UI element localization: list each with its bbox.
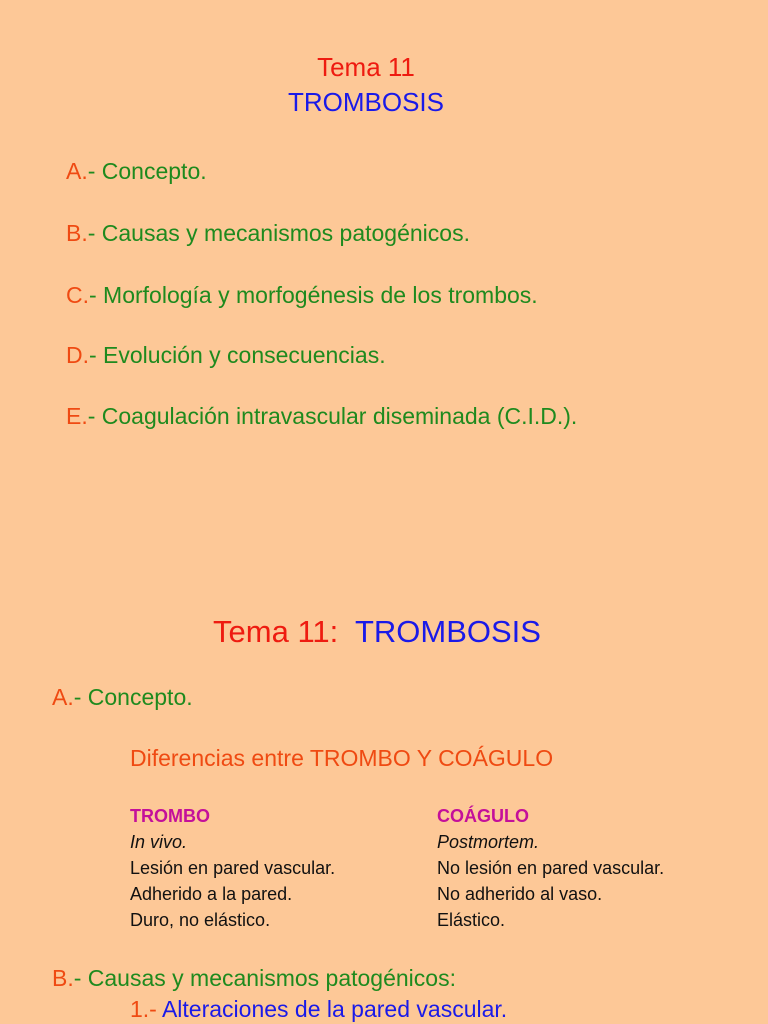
trombo-header: TROMBO bbox=[130, 806, 210, 826]
item-letter: E. bbox=[66, 403, 88, 429]
slide2-section-b bbox=[52, 965, 456, 992]
trombo-column bbox=[130, 803, 335, 933]
subitem-number: 1.- bbox=[130, 996, 157, 1022]
item-letter: C. bbox=[66, 282, 89, 308]
slide2-subtitle: Diferencias entre TROMBO Y COÁGULO bbox=[130, 745, 554, 771]
item-text: - Morfología y morfogénesis de los trombos. bbox=[89, 282, 538, 308]
slide1-item-e bbox=[66, 403, 577, 430]
section-text: - Concepto. bbox=[73, 684, 193, 710]
slide1-title-prefix: Tema 11 bbox=[317, 52, 415, 82]
trombo-row: Duro, no elástico. bbox=[130, 910, 271, 930]
item-text: - Evolución y consecuencias. bbox=[89, 342, 386, 368]
coagulo-row: Postmortem. bbox=[437, 832, 540, 852]
slide2-title-prefix: Tema 11: bbox=[213, 614, 339, 649]
item-letter: A. bbox=[66, 158, 88, 184]
subitem-text: Alteraciones de la pared vascular. bbox=[156, 996, 508, 1022]
item-letter: B. bbox=[66, 220, 88, 246]
coagulo-header: COÁGULO bbox=[437, 806, 529, 826]
coagulo-column bbox=[437, 803, 664, 933]
slide1-item-a bbox=[66, 158, 207, 185]
slide2-subitem-1 bbox=[130, 996, 507, 1023]
coagulo-row: Elástico. bbox=[437, 910, 506, 930]
trombo-row: In vivo. bbox=[130, 832, 188, 852]
slide1-title-main: TROMBOSIS bbox=[287, 87, 444, 117]
item-letter: D. bbox=[66, 342, 89, 368]
item-text: - Concepto. bbox=[87, 158, 207, 184]
section-letter: B. bbox=[52, 965, 74, 991]
section-text: - Causas y mecanismos patogénicos: bbox=[73, 965, 456, 991]
slide2-section-a bbox=[52, 684, 193, 711]
coagulo-row: No lesión en pared vascular. bbox=[437, 858, 665, 878]
slide1-item-c bbox=[66, 282, 538, 309]
slide2-title bbox=[0, 614, 754, 650]
item-text: - Coagulación intravascular diseminada (C.I.D.). bbox=[87, 403, 578, 429]
item-text: - Causas y mecanismos patogénicos. bbox=[87, 220, 470, 246]
trombo-row: Lesión en pared vascular. bbox=[130, 858, 336, 878]
slide2-title-main: TROMBOSIS bbox=[354, 614, 541, 649]
slide1-item-d bbox=[66, 342, 386, 369]
trombo-row: Adherido a la pared. bbox=[130, 884, 293, 904]
slide1-item-b bbox=[66, 220, 470, 247]
coagulo-row: No adherido al vaso. bbox=[437, 884, 603, 904]
section-letter: A. bbox=[52, 684, 74, 710]
